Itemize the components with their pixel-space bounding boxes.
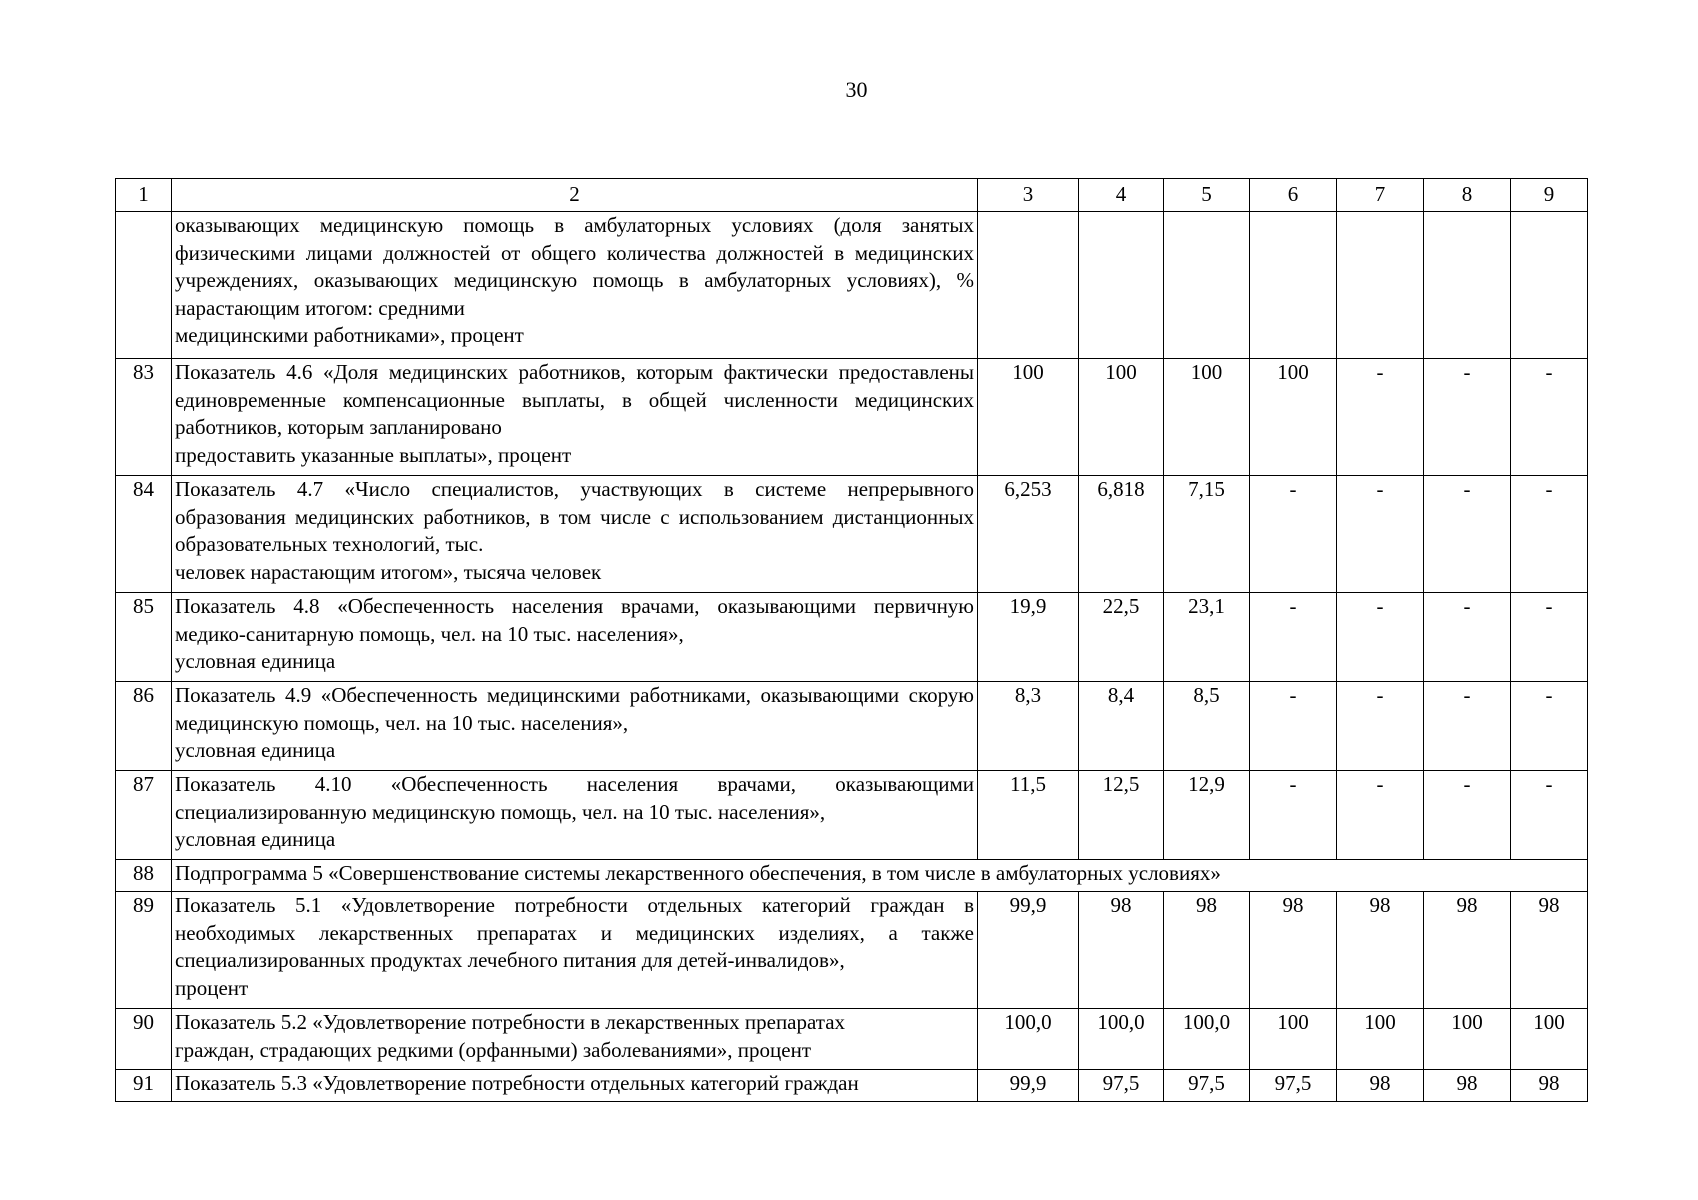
row-description: оказывающих медицинскую помощь в амбулаторных условиях (доля занятых физическими лицами должностей от общего количества должностей в медицинских учреждениях, оказывающих медицинскую помощь в амбулаторных условиях), % нарастающим итогом: средними медицинскими работниками», процент xyxy=(172,212,978,359)
row-value: - xyxy=(1250,771,1337,860)
column-header: 4 xyxy=(1079,179,1164,212)
row-description: Показатель 4.9 «Обеспеченность медицинскими работниками, оказывающими скорую медицинскую помощь, чел. на 10 тыс. населения», условная единица xyxy=(172,682,978,771)
row-value: 100 xyxy=(978,359,1079,476)
row-value: 11,5 xyxy=(978,771,1079,860)
row-value: 6,818 xyxy=(1079,476,1164,593)
row-value: - xyxy=(1511,593,1588,682)
row-value: 98 xyxy=(1424,892,1511,1009)
column-header: 9 xyxy=(1511,179,1588,212)
subprogram-title: Подпрограмма 5 «Совершенствование системы лекарственного обеспечения, в том числе в амбулаторных условиях» xyxy=(172,860,1588,892)
row-value: 100 xyxy=(1250,1009,1337,1070)
row-description: Показатель 4.7 «Число специалистов, участвующих в системе непрерывного образования медицинских работников, в том числе с использованием дистанционных образовательных технологий, тыс. человек нарастающим итогом», тысяча человек xyxy=(172,476,978,593)
table-row xyxy=(116,476,1588,593)
row-value: 12,9 xyxy=(1164,771,1250,860)
row-value: 97,5 xyxy=(1079,1070,1164,1102)
row-value: - xyxy=(1337,476,1424,593)
table-row xyxy=(116,682,1588,771)
row-number: 87 xyxy=(116,771,172,860)
row-value: - xyxy=(1250,682,1337,771)
row-value: 99,9 xyxy=(978,892,1079,1009)
row-value: - xyxy=(1511,359,1588,476)
column-header: 3 xyxy=(978,179,1079,212)
row-value: 100,0 xyxy=(978,1009,1079,1070)
row-number: 91 xyxy=(116,1070,172,1102)
row-number: 88 xyxy=(116,860,172,892)
table-row xyxy=(116,212,1588,359)
row-value: 100,0 xyxy=(1164,1009,1250,1070)
row-value: 98 xyxy=(1511,892,1588,1009)
row-number: 85 xyxy=(116,593,172,682)
row-value: 98 xyxy=(1337,1070,1424,1102)
row-value: 100 xyxy=(1079,359,1164,476)
row-value: 100 xyxy=(1250,359,1337,476)
row-value: - xyxy=(1337,359,1424,476)
row-value: 100 xyxy=(1511,1009,1588,1070)
row-value: 97,5 xyxy=(1164,1070,1250,1102)
row-value: - xyxy=(1337,593,1424,682)
row-description: Показатель 5.1 «Удовлетворение потребности отдельных категорий граждан в необходимых лекарственных препаратах и медицинских изделиях, а также специализированных продуктах лечебного питания для детей-инвалидов», процент xyxy=(172,892,978,1009)
row-value xyxy=(1424,212,1511,359)
table-row xyxy=(116,1070,1588,1102)
table-row xyxy=(116,593,1588,682)
row-value: 8,3 xyxy=(978,682,1079,771)
row-value: 100,0 xyxy=(1079,1009,1164,1070)
row-value: 98 xyxy=(1511,1070,1588,1102)
table-row xyxy=(116,892,1588,1009)
row-number: 89 xyxy=(116,892,172,1009)
row-number: 90 xyxy=(116,1009,172,1070)
column-header: 1 xyxy=(116,179,172,212)
row-value: 98 xyxy=(1250,892,1337,1009)
row-description: Показатель 5.3 «Удовлетворение потребности отдельных категорий граждан xyxy=(172,1070,978,1102)
row-description: Показатель 5.2 «Удовлетворение потребности в лекарственных препаратах граждан, страдающих редкими (орфанными) заболеваниями», процент xyxy=(172,1009,978,1070)
indicators-table xyxy=(115,178,1588,1102)
column-header: 5 xyxy=(1164,179,1250,212)
table-row xyxy=(116,1009,1588,1070)
row-value xyxy=(1511,212,1588,359)
column-header: 7 xyxy=(1337,179,1424,212)
row-value: 7,15 xyxy=(1164,476,1250,593)
row-value: - xyxy=(1424,771,1511,860)
row-value: - xyxy=(1424,682,1511,771)
row-description: Показатель 4.8 «Обеспеченность населения врачами, оказывающими первичную медико-санитарную помощь, чел. на 10 тыс. населения», условная единица xyxy=(172,593,978,682)
row-value: - xyxy=(1250,476,1337,593)
row-value: - xyxy=(1424,476,1511,593)
row-value: 23,1 xyxy=(1164,593,1250,682)
row-value: 100 xyxy=(1424,1009,1511,1070)
table-header-row xyxy=(116,179,1588,212)
row-value: 12,5 xyxy=(1079,771,1164,860)
table-row xyxy=(116,771,1588,860)
table-row-subprogram xyxy=(116,860,1588,892)
row-value: 6,253 xyxy=(978,476,1079,593)
row-value: - xyxy=(1511,771,1588,860)
row-value xyxy=(978,212,1079,359)
row-value: 8,4 xyxy=(1079,682,1164,771)
row-value: 8,5 xyxy=(1164,682,1250,771)
row-value: 97,5 xyxy=(1250,1070,1337,1102)
row-value: 99,9 xyxy=(978,1070,1079,1102)
row-description: Показатель 4.10 «Обеспеченность населения врачами, оказывающими специализированную медицинскую помощь, чел. на 10 тыс. населения», условная единица xyxy=(172,771,978,860)
row-value: 98 xyxy=(1079,892,1164,1009)
row-number xyxy=(116,212,172,359)
column-header: 2 xyxy=(172,179,978,212)
row-value: 19,9 xyxy=(978,593,1079,682)
row-value: - xyxy=(1337,682,1424,771)
column-header: 8 xyxy=(1424,179,1511,212)
row-value: 100 xyxy=(1164,359,1250,476)
row-value: 98 xyxy=(1164,892,1250,1009)
row-value: - xyxy=(1511,682,1588,771)
row-description: Показатель 4.6 «Доля медицинских работников, которым фактически предоставлены единовременные компенсационные выплаты, в общей численности медицинских работников, которым запланировано предоставить указанные выплаты», процент xyxy=(172,359,978,476)
row-value xyxy=(1250,212,1337,359)
row-value: - xyxy=(1337,771,1424,860)
column-header: 6 xyxy=(1250,179,1337,212)
row-number: 83 xyxy=(116,359,172,476)
row-value: 98 xyxy=(1424,1070,1511,1102)
row-value: - xyxy=(1424,593,1511,682)
row-value xyxy=(1164,212,1250,359)
row-value: 22,5 xyxy=(1079,593,1164,682)
row-value xyxy=(1337,212,1424,359)
row-number: 84 xyxy=(116,476,172,593)
row-value: 100 xyxy=(1337,1009,1424,1070)
row-value: - xyxy=(1250,593,1337,682)
row-value xyxy=(1079,212,1164,359)
row-value: - xyxy=(1511,476,1588,593)
row-number: 86 xyxy=(116,682,172,771)
row-value: - xyxy=(1424,359,1511,476)
row-value: 98 xyxy=(1337,892,1424,1009)
table-row xyxy=(116,359,1588,476)
page-number: 30 xyxy=(845,77,868,102)
